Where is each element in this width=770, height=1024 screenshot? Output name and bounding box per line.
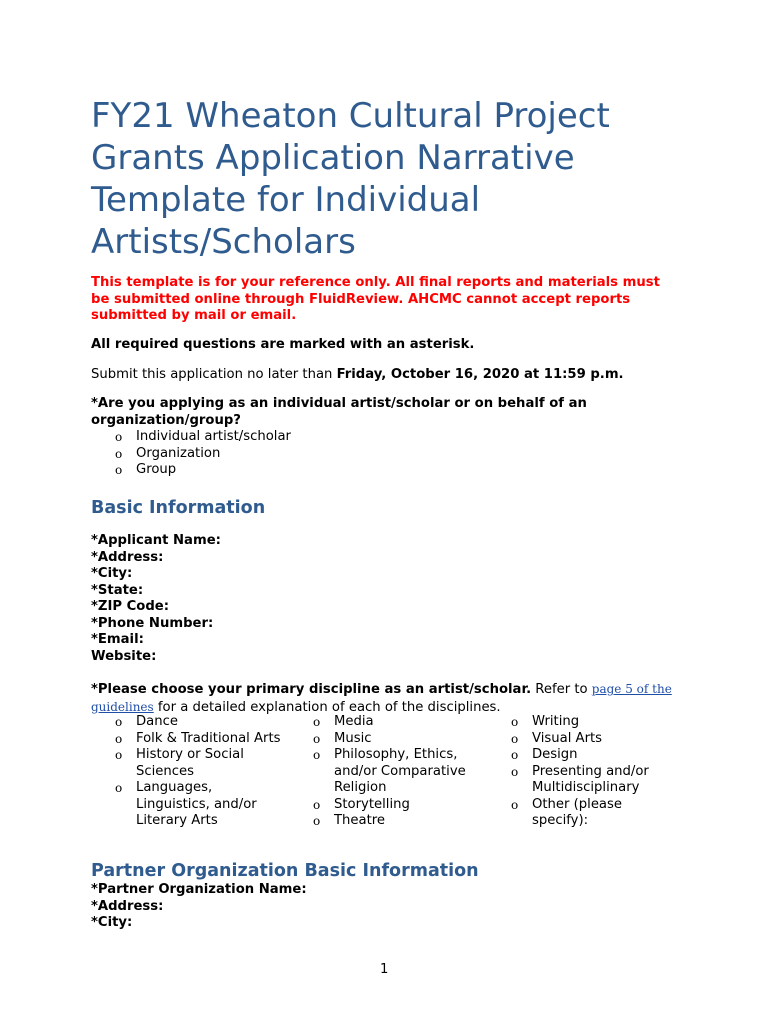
partner-city-field[interactable]: *City: xyxy=(91,915,133,930)
city-field[interactable]: *City: xyxy=(91,566,133,581)
discipline-option[interactable]: o Languages, Linguistics, and/or Literary Arts xyxy=(115,780,257,828)
email-field[interactable]: *Email: xyxy=(91,632,144,647)
bullet-icon: o xyxy=(115,748,123,762)
bullet-icon: o xyxy=(511,715,519,729)
discipline-option[interactable]: o Writing xyxy=(511,714,580,729)
bullet-icon: o xyxy=(313,731,321,746)
bullet-icon: o xyxy=(115,463,123,477)
address-field[interactable]: *Address: xyxy=(91,549,164,565)
discipline-option[interactable]: o Theatre xyxy=(313,813,386,828)
applicant-type-question: *Are you applying as an individual artist/scholar or on behalf of an organization/group? xyxy=(91,396,587,428)
discipline-column-1 xyxy=(91,714,281,830)
discipline-option[interactable]: o Dance xyxy=(115,714,178,729)
page-title: FY21 Wheaton Cultural Project Grants Application Narrative Template for Individual Artists/Scholars xyxy=(91,96,610,262)
bullet-icon: o xyxy=(511,748,519,762)
applicant-type-option[interactable]: o Group xyxy=(115,462,177,477)
discipline-option[interactable]: o Philosophy, Ethics, and/or Comparative Religion xyxy=(313,747,466,795)
discipline-option[interactable]: o Other (please specify): xyxy=(511,796,622,828)
deadline-line xyxy=(91,367,624,384)
basic-info-heading: Basic Information xyxy=(91,498,266,518)
deadline-date: Friday, October 16, 2020 at 11:59 p.m. xyxy=(336,367,624,382)
deadline-prefix: Submit this application no later than xyxy=(91,367,337,382)
bullet-icon: o xyxy=(313,797,321,812)
discipline-column-3 xyxy=(487,714,677,830)
applicant-type-options xyxy=(91,429,291,479)
discipline-question: *Please choose your primary discipline as an artist/scholar. Refer to page 5 of the guidelines for a detailed explanation of each of the disciplines. xyxy=(91,682,672,715)
bullet-icon: o xyxy=(313,748,321,762)
bullet-icon: o xyxy=(313,814,321,828)
discipline-option[interactable]: o Storytelling xyxy=(313,796,410,812)
discipline-option[interactable]: o History or Social Sciences xyxy=(115,747,244,779)
applicant-type-option[interactable]: o Individual artist/scholar xyxy=(115,429,291,444)
discipline-option[interactable]: o Media xyxy=(313,714,374,729)
page-number: 1 xyxy=(380,962,389,977)
partner-organization-name-field[interactable]: *Partner Organization Name: xyxy=(91,882,307,897)
bullet-icon: o xyxy=(511,764,519,779)
submission-notice: This template is for your reference only. All final reports and materials must be submitted online through FluidReview. AHCMC cannot accept reports submitted by mail or email. xyxy=(91,275,660,323)
bullet-icon: o xyxy=(115,781,123,795)
basic-info-fields xyxy=(91,533,221,665)
bullet-icon: o xyxy=(115,446,123,461)
partner-info-fields xyxy=(91,882,307,932)
zip-code-field[interactable]: *ZIP Code: xyxy=(91,599,170,614)
state-field[interactable]: *State: xyxy=(91,582,144,598)
discipline-option[interactable]: o Presenting and/or Multidisciplinary xyxy=(511,763,649,795)
applicant-name-field[interactable]: *Applicant Name: xyxy=(91,533,221,548)
discipline-option[interactable]: o Music xyxy=(313,730,372,746)
discipline-option[interactable]: o Visual Arts xyxy=(511,730,603,746)
bullet-icon: o xyxy=(313,715,321,729)
bullet-icon: o xyxy=(511,731,519,746)
discipline-column-2 xyxy=(289,714,479,830)
bullet-icon: o xyxy=(115,430,123,444)
required-note: All required questions are marked with an asterisk. xyxy=(91,337,475,352)
partner-info-heading: Partner Organization Basic Information xyxy=(91,861,479,881)
applicant-type-option[interactable]: o Organization xyxy=(115,445,221,461)
phone-number-field[interactable]: *Phone Number: xyxy=(91,615,214,631)
bullet-icon: o xyxy=(115,731,123,746)
partner-address-field[interactable]: *Address: xyxy=(91,898,164,914)
guidelines-link[interactable]: page 5 of the guidelines xyxy=(91,682,672,714)
discipline-option[interactable]: o Design xyxy=(511,747,578,762)
discipline-option[interactable]: o Folk & Traditional Arts xyxy=(115,730,281,746)
bullet-icon: o xyxy=(115,715,123,729)
website-field[interactable]: Website: xyxy=(91,648,157,664)
bullet-icon: o xyxy=(511,797,519,812)
